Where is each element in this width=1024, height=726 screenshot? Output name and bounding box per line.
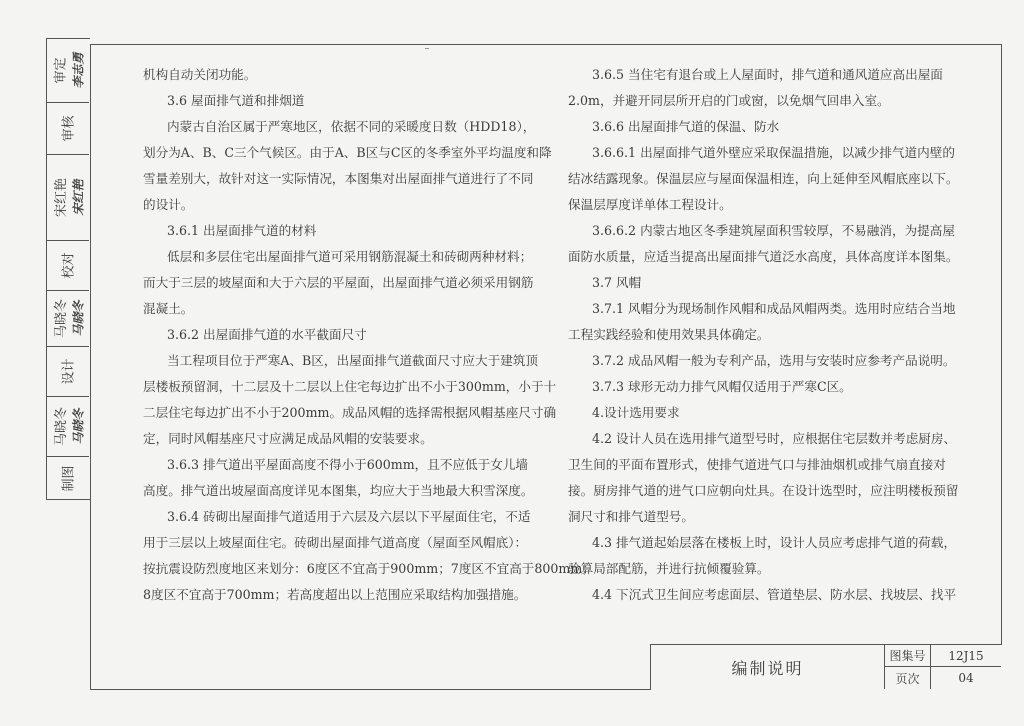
text-line: 二层住宅每边扩出不小于200mm。成品风帽的选择需根据风帽基座尺寸确 — [143, 405, 557, 420]
sidebar-cell-check — [47, 241, 89, 291]
text-line: 卫生间的平面布置形式，使排气道进气口与排油烟机或排气扇直接对 — [568, 457, 946, 472]
text-line: 保温层厚度详单体工程设计。 — [568, 197, 732, 212]
text-line: 3.6.1 出屋面排气道的材料 — [167, 223, 317, 238]
text-line: 3.6.6.1 出屋面排气道外壁应采取保温措施，以减少排气道内壁的 — [592, 145, 955, 160]
text-line: 接。厨房排气道的进气口应朝向灶具。在设计选型时，应注明楼板预留 — [568, 483, 959, 498]
text-line: 4.2 设计人员在选用排气道型号时，应根据住宅层数并考虑厨房、 — [592, 431, 957, 446]
signature: 宋红艳 — [71, 179, 86, 216]
page-number-value: 04 — [958, 671, 974, 685]
text-line: 3.6 屋面排气道和排烟道 — [167, 93, 305, 108]
text-line: 3.6.2 出屋面排气道的水平截面尺寸 — [167, 327, 367, 342]
atlas-number-value: 12J15 — [931, 645, 1001, 667]
sidebar-cell-approved — [47, 39, 89, 103]
text-line: 高度。排气道出坡屋面高度详见本图集，均应大于当地最大积雪深度。 — [143, 483, 534, 498]
text-line: 3.6.6 出屋面排气道的保温、防水 — [592, 119, 780, 134]
sidebar-label: 宋红艳 — [53, 177, 69, 218]
sidebar-cell-design — [47, 347, 89, 397]
text-line: 按抗震设防烈度地区来划分：6度区不宜高于900mm；7度区不宜高于800mm； — [143, 561, 595, 576]
signature: 马晓冬 — [71, 300, 86, 337]
text-line: 4.3 排气道起始层落在楼板上时，设计人员应考虑排气道的荷载， — [592, 535, 957, 550]
text-line: 结冰结露现象。保温层应与屋面保温相连，向上延伸至风帽底座以下。 — [568, 171, 959, 186]
text-line: 工程实践经验和使用效果具体确定。 — [568, 327, 770, 342]
signature: 马晓冬 — [71, 408, 86, 445]
text-line: 机构自动关闭功能。 — [143, 67, 257, 82]
sidebar-label: 校对 — [61, 252, 77, 279]
page-number-label: 页次 — [885, 667, 931, 689]
text-line: 用于三层以上坡屋面住宅。砖砌出屋面排气道高度（屋面至风帽底）： — [143, 535, 528, 550]
sidebar-cell-checker — [47, 291, 89, 347]
text-line: 4.4 下沉式卫生间应考虑面层、管道垫层、防水层、找坡层、找平 — [592, 587, 957, 602]
signature: 李志勇 — [71, 52, 86, 89]
sidebar-label: 审定 — [53, 57, 69, 84]
text-line: 3.7 风帽 — [592, 275, 642, 290]
text-line: 混凝土。 — [143, 301, 194, 316]
sidebar-label: 马晓冬 — [53, 298, 69, 339]
atlas-number-label: 图集号 — [885, 645, 931, 667]
sidebar-cell-reviewer — [47, 155, 89, 241]
text-line: 当工程项目位于严寒A、B区，出屋面排气道截面尺寸应大于建筑顶 — [167, 353, 538, 368]
text-line: 雪量差别大，故针对这一实际情况，本图集对出屋面排气道进行了不同 — [143, 171, 534, 186]
text-line: 3.7.1 风帽分为现场制作风帽和成品风帽两类。选用时应结合当地 — [592, 301, 956, 316]
text-line: 3.7.3 球形无动力排气风帽仅适用于严寒C区。 — [592, 379, 852, 394]
sidebar-cell-designer — [47, 397, 89, 457]
sheet-title: 编制说明 — [651, 645, 885, 689]
text-line: 2.0m，并避开同层所开启的门或窗，以免烟气回串入室。 — [568, 93, 890, 108]
text-line: 验算局部配筋，并进行抗倾覆验算。 — [568, 561, 770, 576]
text-line: 3.6.5 当住宅有退台或上人屋面时，排气道和通风道应高出屋面 — [592, 67, 943, 82]
text-line: 划分为A、B、C三个气候区。由于A、B区与C区的冬季室外平均温度和降 — [143, 145, 552, 160]
text-line: 3.6.4 砖砌出屋面排气道适用于六层及六层以下平屋面住宅，不适 — [167, 509, 531, 524]
sidebar-label: 马晓冬 — [53, 406, 69, 447]
title-block — [650, 644, 1002, 690]
text-line: 低层和多层住宅出屋面排气道可采用钢筋混凝土和砖砌两种材料； — [167, 249, 533, 264]
text-line: 3.6.3 排气道出平屋面高度不得小于600mm，且不应低于女儿墙 — [167, 457, 529, 472]
text-line: 3.6.6.2 内蒙古地区冬季建筑屋面积雪较厚，不易融消，为提高屋 — [592, 223, 955, 238]
text-line: 8度区不宜高于700mm；若高度超出以上范围应采取结构加强措施。 — [143, 587, 527, 602]
sidebar-label: 设计 — [61, 358, 77, 385]
sidebar-cell-drawing — [47, 457, 89, 499]
sidebar-cell-review — [47, 103, 89, 155]
sidebar-label: 制图 — [61, 464, 77, 492]
text-line: 而大于三层的坡屋面和大于六层的平屋面，出屋面排气道必须采用钢筋 — [143, 275, 534, 290]
divider — [425, 48, 429, 49]
sidebar-label: 审核 — [61, 115, 77, 142]
left-text-column — [143, 62, 595, 608]
text-line: 定，同时风帽基座尺寸应满足成品风帽的安装要求。 — [143, 431, 433, 446]
text-line: 的设计。 — [143, 197, 194, 212]
text-line: 层楼板预留洞，十二层及十二层以上住宅每边扩出不小于300mm，小于十 — [143, 379, 557, 394]
text-line: 内蒙古自治区属于严寒地区，依据不同的采暖度日数（HDD18）， — [167, 119, 536, 134]
text-line: 洞尺寸和排气道型号。 — [568, 509, 694, 524]
text-line: 3.7.2 成品风帽一般为专利产品，选用与安装时应参考产品说明。 — [592, 353, 956, 368]
right-text-column — [568, 62, 986, 608]
text-line: 4.设计选用要求 — [592, 405, 680, 420]
text-line: 面防水质量，应适当提高出屋面排气道泛水高度，具体高度详本图集。 — [568, 249, 959, 264]
approval-sidebar — [46, 38, 90, 500]
